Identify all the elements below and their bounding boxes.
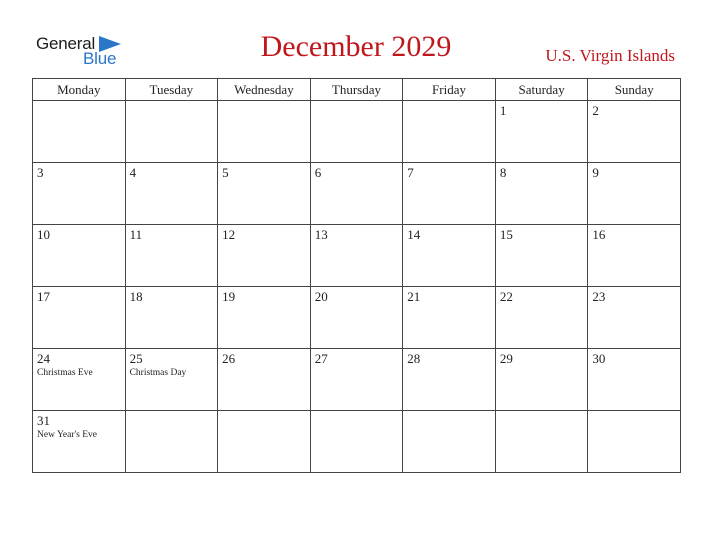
- calendar-day-cell: [310, 101, 403, 163]
- day-number: 11: [129, 227, 143, 242]
- weekday-header-tuesday: Tuesday: [125, 79, 218, 101]
- day-number: 21: [407, 289, 421, 304]
- calendar-day-cell: [588, 225, 681, 287]
- calendar-day-cell: [588, 101, 681, 163]
- day-number: 14: [407, 227, 421, 242]
- weekday-header-wednesday: Wednesday: [218, 79, 311, 101]
- holiday-label: Christmas Day: [129, 368, 187, 378]
- day-number: 16: [592, 227, 606, 242]
- day-number: 28: [407, 351, 421, 366]
- logo-text-general: General: [36, 34, 96, 53]
- weekday-header-thursday: Thursday: [310, 79, 403, 101]
- day-number: 22: [499, 289, 513, 304]
- day-number: 9: [592, 165, 599, 180]
- calendar-day-cell: [588, 287, 681, 349]
- day-number: 5: [222, 165, 229, 180]
- day-number: 15: [499, 227, 513, 242]
- calendar-day-cell: [495, 349, 588, 411]
- day-number: 7: [407, 165, 414, 180]
- calendar-day-cell: [403, 349, 496, 411]
- logo-text-blue: Blue: [83, 49, 117, 68]
- day-number: 26: [222, 351, 236, 366]
- day-number: 23: [592, 289, 606, 304]
- calendar-day-cell: [125, 101, 218, 163]
- day-number: 13: [314, 227, 328, 242]
- calendar-day-cell: [403, 225, 496, 287]
- day-number: 1: [499, 103, 507, 118]
- day-number: 17: [37, 289, 50, 304]
- calendar-day-cell: [403, 163, 496, 225]
- calendar-day-cell: [495, 163, 588, 225]
- day-number: 29: [499, 351, 513, 366]
- holiday-label: Christmas Eve: [37, 368, 93, 378]
- weekday-header-row: [33, 79, 681, 101]
- calendar-day-cell: [218, 287, 311, 349]
- day-number: 4: [129, 165, 137, 180]
- day-number: 31: [37, 413, 50, 428]
- day-number: 18: [129, 289, 143, 304]
- weekday-header-monday: Monday: [33, 79, 126, 101]
- calendar-day-cell: [495, 101, 588, 163]
- calendar-day-cell: [310, 287, 403, 349]
- calendar-day-cell: [403, 287, 496, 349]
- calendar-title: December 2029: [260, 30, 452, 63]
- day-number: 8: [499, 165, 507, 180]
- calendar-day-cell: [218, 225, 311, 287]
- calendar-day-cell: [588, 163, 681, 225]
- calendar-day-cell: [218, 349, 311, 411]
- weekday-header-saturday: Saturday: [495, 79, 588, 101]
- calendar-day-cell: [403, 411, 496, 473]
- calendar-day-cell: [218, 101, 311, 163]
- day-number: 3: [37, 165, 44, 180]
- day-number: 20: [314, 289, 328, 304]
- calendar-day-cell: [218, 411, 311, 473]
- calendar-day-cell: [495, 411, 588, 473]
- calendar-day-cell: [495, 225, 588, 287]
- calendar-day-cell: [125, 225, 218, 287]
- weekday-header-sunday: Sunday: [588, 79, 681, 101]
- day-number: 19: [222, 289, 236, 304]
- calendar-day-cell: [33, 411, 126, 473]
- calendar-day-cell: [310, 163, 403, 225]
- calendar-day-cell: [33, 349, 126, 411]
- day-number: 6: [314, 165, 322, 180]
- weekday-header-friday: Friday: [403, 79, 496, 101]
- calendar-day-cell: [33, 163, 126, 225]
- calendar-day-cell: [310, 411, 403, 473]
- calendar-week-row: [33, 411, 681, 473]
- day-number: 12: [222, 227, 236, 242]
- calendar-day-cell: [125, 163, 218, 225]
- calendar-day-cell: [310, 225, 403, 287]
- calendar-week-row: [33, 101, 681, 163]
- calendar-grid: [32, 78, 681, 473]
- calendar-day-cell: [495, 287, 588, 349]
- day-number: 30: [592, 351, 606, 366]
- calendar-day-cell: [588, 411, 681, 473]
- region-label: U.S. Virgin Islands: [545, 46, 675, 65]
- calendar-day-cell: [33, 225, 126, 287]
- calendar-day-cell: [403, 101, 496, 163]
- calendar-day-cell: [588, 349, 681, 411]
- day-number: 2: [592, 103, 599, 118]
- calendar-day-cell: [125, 349, 218, 411]
- day-number: 10: [37, 227, 50, 242]
- calendar-day-cell: [33, 101, 126, 163]
- day-number: 24: [37, 351, 50, 366]
- calendar-day-cell: [125, 411, 218, 473]
- calendar-day-cell: [33, 287, 126, 349]
- day-number: 27: [314, 351, 328, 366]
- holiday-label: New Year's Eve: [37, 430, 98, 440]
- calendar-day-cell: [125, 287, 218, 349]
- calendar-day-cell: [218, 163, 311, 225]
- calendar-week-row: [33, 225, 681, 287]
- day-number: 25: [129, 351, 143, 366]
- calendar-week-row: [33, 349, 681, 411]
- calendar-week-row: [33, 287, 681, 349]
- calendar-day-cell: [310, 349, 403, 411]
- calendar-week-row: [33, 163, 681, 225]
